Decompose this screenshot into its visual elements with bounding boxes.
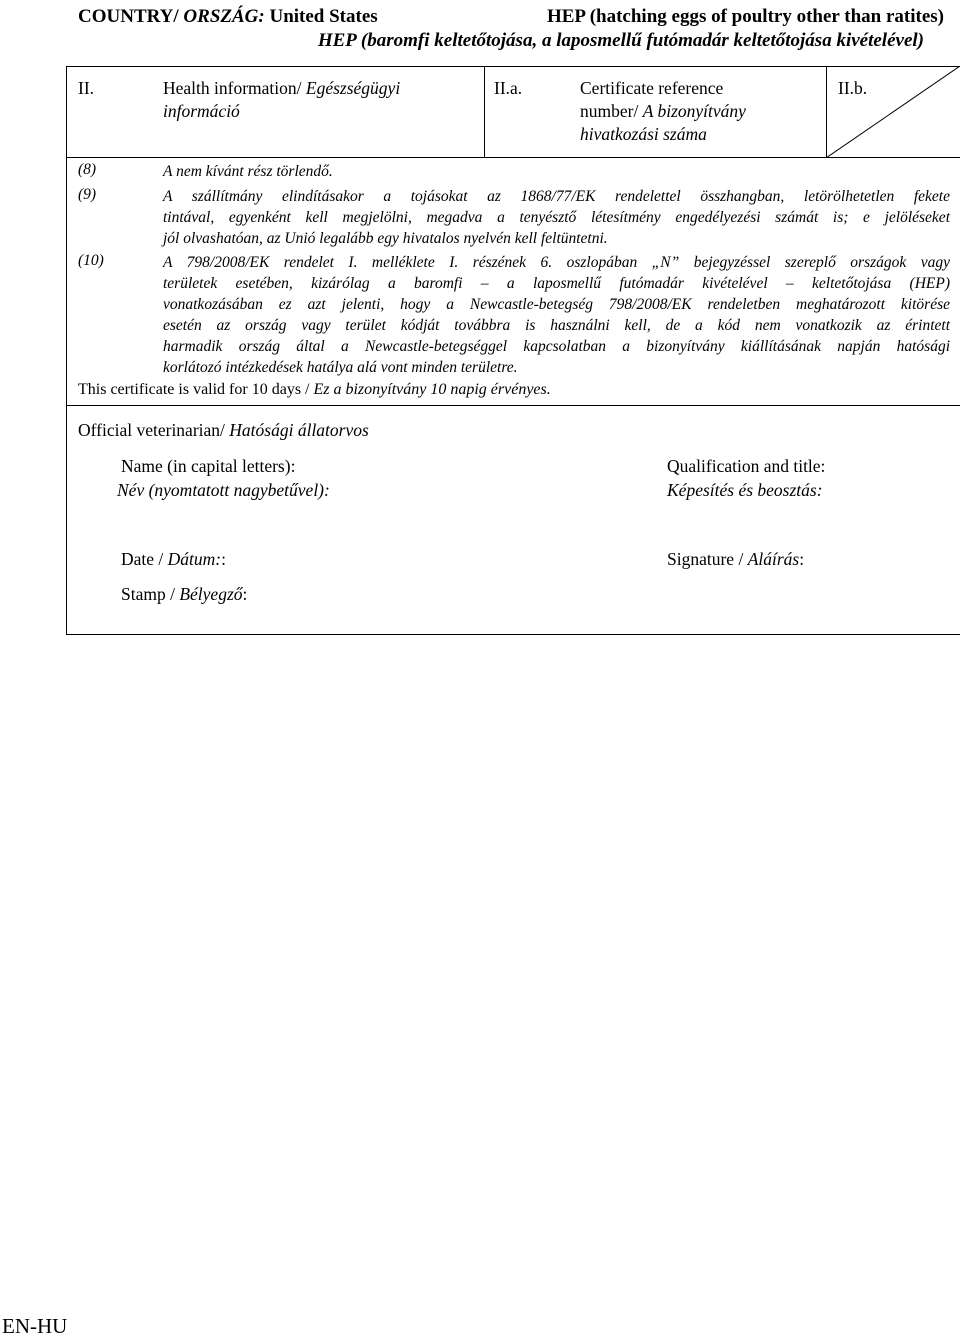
country-value: United States — [269, 6, 378, 27]
product-en: HEP (hatching eggs of poultry other than ratites) — [546, 6, 944, 27]
signature-suffix: : — [799, 549, 805, 569]
language-code: EN-HU — [2, 1314, 68, 1338]
section-number: II. — [78, 78, 95, 98]
official-hu: Hatósági állatorvos — [229, 420, 369, 440]
signature-label-en: Signature / — [667, 549, 744, 569]
validity-hu: Ez a bizonyítvány 10 napig érvényes. — [313, 381, 551, 398]
name-label-hu: Név (nyomtatott nagybetűvel): — [117, 480, 330, 500]
stamp-label-en: Stamp / — [121, 584, 175, 604]
note-10-line-2: területek esetében, kizárólag a baromfi – a laposmellű futómadár kivételével – keltetőtojása (HEP) — [163, 275, 950, 292]
note-10-line-3: vonatkozásában ez azt jelenti, hogy a Newcastle-betegség 798/2008/EK rendeletben meghatározott kitörése — [163, 296, 950, 313]
official-vet-heading — [78, 419, 369, 442]
iib-label: II.b. — [838, 78, 868, 98]
divider-1 — [484, 66, 485, 158]
date-label-hu: Dátum: — [167, 549, 222, 569]
note-8-text: A nem kívánt rész törlendő. — [163, 163, 333, 180]
section-title-en: Health information/ — [163, 78, 302, 98]
ref-label-en-2: number/ — [580, 101, 639, 121]
section-title-hu-1: Egészségügyi — [305, 78, 401, 98]
country-label: COUNTRY/ — [78, 6, 179, 27]
ref-label-line-2 — [580, 100, 746, 123]
note-9-line-3: jól olvashatóan, az Unió legalább egy hivatalos nyelvén kell feltüntetni. — [163, 230, 608, 247]
section-title — [163, 77, 400, 100]
note-9-number: (9) — [78, 186, 97, 203]
qualification-label-hu: Képesítés és beosztás: — [667, 480, 823, 500]
country-line — [78, 6, 378, 28]
name-label-en: Name (in capital letters): — [121, 456, 296, 476]
note-8-number: (8) — [78, 161, 97, 178]
validity-statement — [78, 381, 551, 399]
stamp-label — [121, 583, 247, 606]
note-10-line-5: harmadik ország által a Newcastle-betegséggel kapcsolatban a bizonyítvány kiállításának napján hatósági — [163, 338, 950, 355]
date-label-en: Date / — [121, 549, 164, 569]
product-hu: HEP (baromfi keltetőtojása, a laposmellű futómadár keltetőtojása kivételével) — [317, 30, 924, 51]
validity-en: This certificate is valid for 10 days / — [78, 381, 310, 398]
stamp-suffix: : — [242, 584, 248, 604]
note-10-line-6: korlátozó intézkedések hatálya alá vont minden területre. — [163, 359, 518, 376]
ref-label-hu-1: A bizonyítvány — [642, 101, 746, 121]
country-label-hu: ORSZÁG: — [183, 6, 265, 27]
note-10-number: (10) — [78, 252, 104, 269]
note-10-line-4: esetén az ország vagy terület kódját továbbra is használni kell, de a kód nem vonatkozik az érintett — [163, 317, 950, 334]
note-9-line-1: A szállítmány elindításakor a tojásokat az 1868/77/EK rendelettel összhangban, letörölhetetlen fekete — [163, 188, 950, 205]
section-title-hu-2: információ — [163, 101, 240, 121]
date-label — [121, 548, 226, 571]
signature-label-hu: Aláírás — [747, 549, 800, 569]
qualification-label-en: Qualification and title: — [667, 456, 826, 476]
date-suffix: : — [221, 549, 226, 569]
signature-label — [667, 548, 804, 571]
ref-label-en-1: Certificate reference — [580, 78, 724, 98]
note-9-line-2: tintával, egyenként kell megjelölni, megadva a tenyésztő létesítmény engedélyezési számát is; e jelöléseket — [163, 209, 950, 226]
note-10-line-1: A 798/2008/EK rendelet I. melléklete I. részének 6. oszlopában „N” bejegyzéssel szereplő országok vagy — [163, 254, 950, 271]
ref-label-hu-2: hivatkozási száma — [580, 124, 707, 144]
ref-number: II.a. — [494, 78, 523, 98]
stamp-label-hu: Bélyegző — [179, 584, 243, 604]
official-en: Official veterinarian/ — [78, 420, 225, 440]
